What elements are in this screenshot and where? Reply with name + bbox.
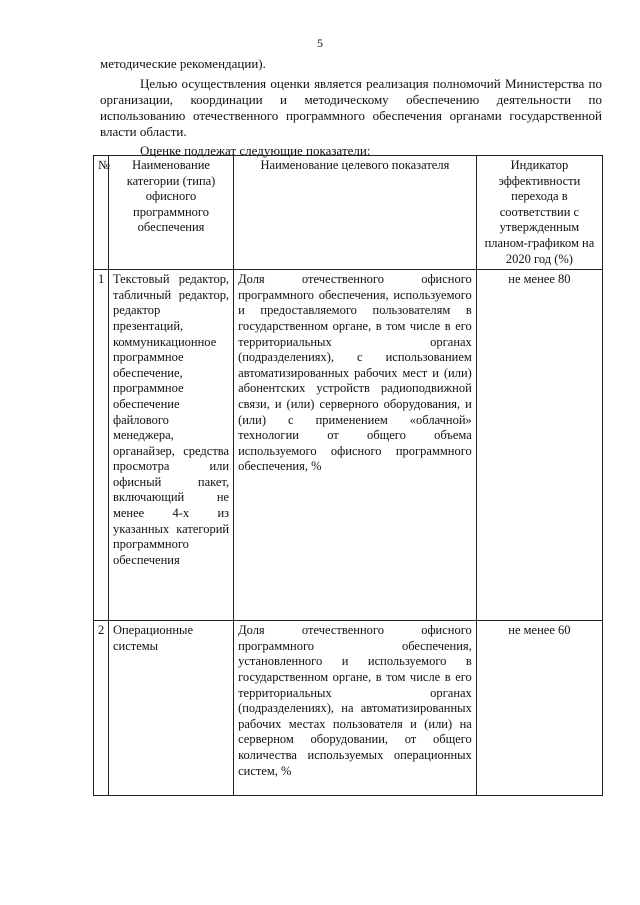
header-number: №: [94, 156, 109, 270]
row-indicator-name: Доля отечественного офисного программного обеспечения, используемого и предоставляемого пользователям в государственном органе, в том числе в его территориальных органах (подразделениях), с использованием автоматизированных рабочих мест и (или) абонентских устройств радиоподвижной связи, и (или) серверного оборудования, и (или) с применением «облачной» технологии от общего объема используемого офисного программного обеспечения, %: [234, 270, 477, 621]
row-indicator-value: не менее 80: [476, 270, 602, 621]
header-indicator-name: Наименование целевого показателя: [234, 156, 477, 270]
page-number: 5: [317, 36, 323, 50]
header-indicator-value: Индикатор эффективности перехода в соответствии с утвержденным планом-графиком на 2020 год (%): [476, 156, 602, 270]
paragraph-indicators-lead: Оценке подлежат следующие показатели:: [140, 143, 371, 158]
header-category: Наименование категории (типа) офисного программного обеспечения: [108, 156, 233, 270]
table-header-row: [94, 156, 603, 270]
row-number: 1: [94, 270, 109, 621]
table-row: [94, 621, 603, 796]
table-row: [94, 270, 603, 621]
paragraph-goal: Целью осуществления оценки является реализация полномочий Министерства по организации, координации и методическому обеспечению деятельности по использованию отечественного программного обеспечения органами государственной власти области.: [100, 76, 602, 139]
paragraph-intro-tail: методические рекомендации).: [100, 56, 266, 71]
row-indicator-value: не менее 60: [476, 621, 602, 796]
row-category: Текстовый редактор, табличный редактор, редактор презентаций, коммуникационное программное обеспечение, программное обеспечение файлового менеджера, органайзер, средства просмотра или офисный пакет, включающий не менее 4-х из указанных категорий программного обеспечения: [108, 270, 233, 621]
row-indicator-name: Доля отечественного офисного программного обеспечения, установленного и используемого в государственном органе, в том числе в его территориальных органах (подразделениях), на автоматизированных рабочих местах пользователя и (или) на серверном оборудовании, от общего количества используемых операционных систем, %: [234, 621, 477, 796]
row-number: 2: [94, 621, 109, 796]
indicators-table: [93, 155, 603, 796]
row-category: Операционные системы: [108, 621, 233, 796]
